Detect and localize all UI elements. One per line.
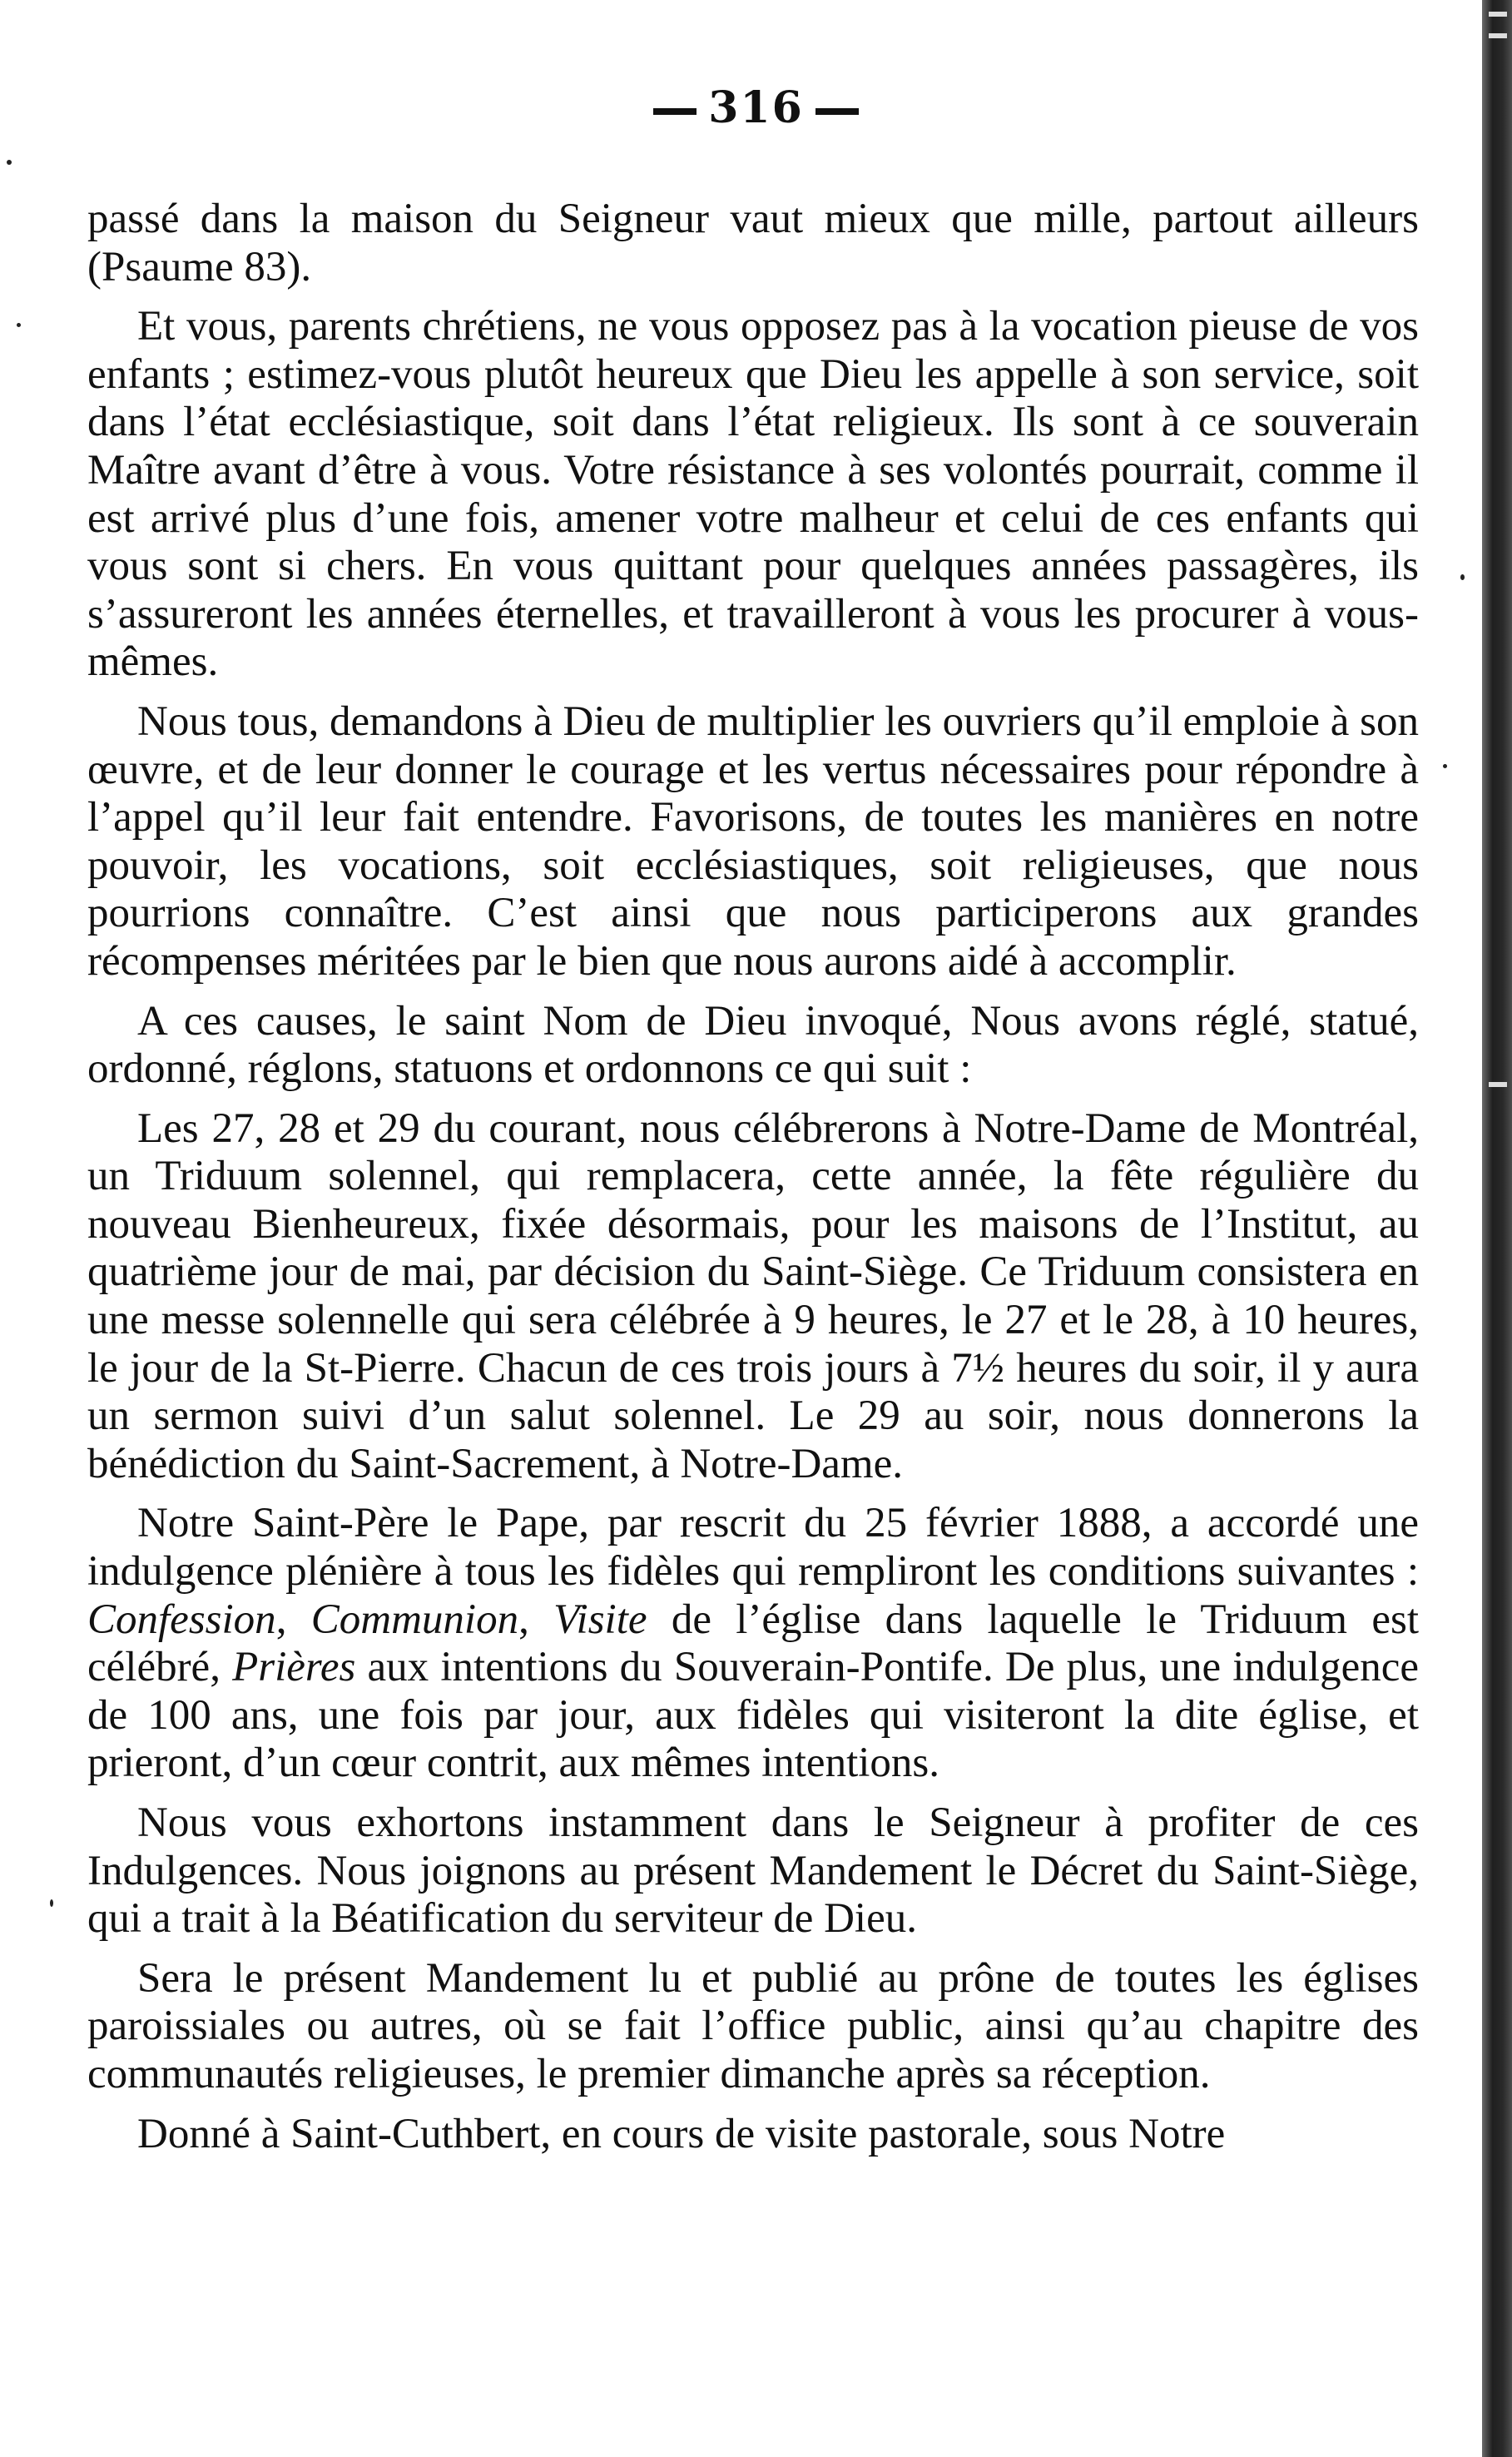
paragraph <box>87 1500 1419 1788</box>
paragraph <box>87 1105 1419 1489</box>
scan-speck <box>1443 764 1447 768</box>
text-run: Nous tous, demandons à Dieu de multiplier les ouvriers qu’il emploie à son œuvre, et de leur donner le courage et les vertus nécessaires pour répondre à l’appel qu’il leur fait entendre. Favorisons, de toutes les manières en notre pouvoir, les vocations, soit ecclésiastiques, soit religieuses, que nous pourrions connaître. C’est ainsi que nous participerons aux grandes récompenses méritées par le bien que nous aurons aidé à accomplir. <box>87 697 1419 985</box>
edge-notch <box>1489 1082 1507 1087</box>
paragraph <box>87 196 1419 291</box>
header-left-dash <box>653 108 697 115</box>
text-run: Nous vous exhortons instamment dans le Seigneur à profiter de ces Indulgences. Nous joignons au présent Mandement le Décret du Saint-Siège, qui a trait à la Béatification du serviteur de Dieu. <box>87 1799 1419 1943</box>
edge-notch <box>1489 33 1507 38</box>
edge-notch <box>1489 12 1507 17</box>
header-right-dash <box>815 108 859 115</box>
paragraph <box>87 998 1419 1094</box>
paragraph <box>87 698 1419 986</box>
text-run: A ces causes, le saint Nom de Dieu invoqué, Nous avons réglé, statué, ordonné, réglons, statuons et ordonnons ce qui suit : <box>87 997 1419 1093</box>
paragraph <box>87 1955 1419 2099</box>
page-number: 316 <box>708 82 804 133</box>
scan-speck <box>50 1899 53 1907</box>
italic-text: Confession <box>87 1596 276 1643</box>
text-run: , <box>275 1596 311 1643</box>
italic-text: Communion <box>310 1596 519 1643</box>
scan-edge-strip <box>1482 0 1512 2457</box>
text-run: de l’église dans laquelle le Triduum est célébré, <box>87 1596 1420 1691</box>
italic-text: Prières <box>232 1644 356 1691</box>
text-run: passé dans la maison du Seigneur vaut mieux que mille, partout ailleurs (Psaume 83). <box>87 196 1419 290</box>
text-run: Sera le présent Mandement lu et publié au prône de toutes les églises paroissiales ou autres, où se fait l’office public, ainsi qu’au chapitre des communautés religieuses, le premier dimanche après sa réception. <box>87 1954 1419 2097</box>
text-run: aux intentions du Souverain-Pontife. De plus, une indulgence de 100 ans, une fois par jour, aux fidèles qui visiteront la dite église, et prieront, d’un cœur contrit, aux mêmes intentions. <box>87 1644 1419 1787</box>
italic-text: Visite <box>553 1596 647 1643</box>
text-run: Et vous, parents chrétiens, ne vous opposez pas à la vocation pieuse de vos enfants ; estimez-vous plutôt heureux que Dieu les appelle à son service, soit dans l’état ecclésiastique, soit dans l’état religieux. Ils sont à ce souverain Maître avant d’être à vous. Votre résistance à ses volontés pourrait, comme il est arrivé plus d’une fois, amener votre malheur et celui de ces enfants qui vous sont si chers. En vous quittant pour quelques années passagères, ils s’assureront les années éternelles, et travailleront à vous les procurer à vous-mêmes. <box>87 303 1419 686</box>
scan-speck <box>7 160 12 165</box>
scan-speck <box>17 323 21 327</box>
scan-speck <box>1460 574 1465 580</box>
text-run: Les 27, 28 et 29 du courant, nous célébrerons à Notre-Dame de Montréal, un Triduum solennel, qui remplacera, cette année, la fête régulière du nouveau Bienheureux, fixée désormais, pour les maisons de l’Institut, au quatrième jour de mai, par décision du Saint-Siège. Ce Triduum consistera en une messe solennelle qui sera célébrée à 9 heures, le 27 et le 28, à 10 heures, le jour de la St-Pierre. Chacun de ces trois jours à 7½ heures du soir, il y aura un sermon suivi d’un salut solennel. Le 29 au soir, nous donnerons la bénédiction du Saint-Sacrement, à Notre-Dame. <box>87 1104 1419 1487</box>
paragraph <box>87 2111 1419 2159</box>
text-run: , <box>518 1596 554 1643</box>
text-run: Donné à Saint-Cuthbert, en cours de visite pastorale, sous Notre <box>137 2110 1226 2157</box>
paragraph <box>87 1799 1419 1943</box>
text-run: Notre Saint-Père le Pape, par rescrit du 25 février 1888, a accordé une indulgence plénière à tous les fidèles qui rempliront les conditions suivantes : <box>87 1500 1419 1596</box>
body-text <box>87 196 1419 2158</box>
page-header <box>0 79 1512 137</box>
paragraph <box>87 303 1419 687</box>
